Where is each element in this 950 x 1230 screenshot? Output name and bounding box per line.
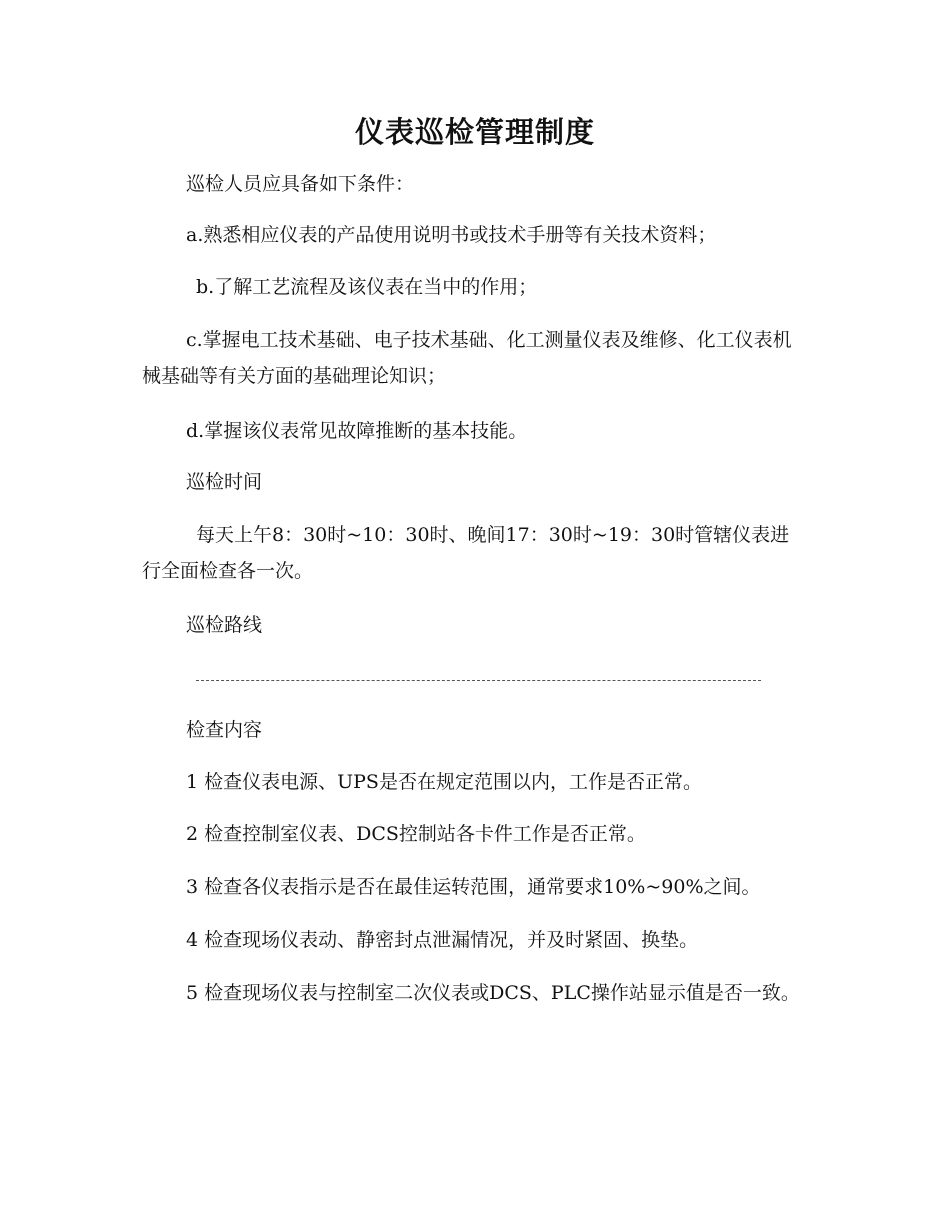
heading-inspection-route: 巡检路线	[186, 614, 263, 636]
paragraph-requirement-d: d.掌握该仪表常见故障推断的基本技能。	[186, 420, 528, 442]
inspection-item-3: 3 检查各仪表指示是否在最佳运转范围，通常要求10%~90%之间。	[186, 876, 761, 898]
paragraph-requirements-intro: 巡检人员应具备如下条件：	[186, 173, 415, 195]
paragraph-requirement-c: c.掌握电工技术基础、电子技术基础、化工测量仪表及维修、化工仪表机械基础等有关方面的基础理论知识；	[142, 329, 792, 387]
paragraph-inspection-time: 每天上午8：30时~10：30时、晚间17：30时~19：30时管辖仪表进行全面检查各一次。	[142, 524, 790, 582]
paragraph-requirement-b: b.了解工艺流程及该仪表在当中的作用；	[196, 276, 538, 298]
inspection-item-5: 5 检查现场仪表与控制室二次仪表或DCS、PLC操作站显示值是否一致。	[186, 982, 800, 1004]
inspection-item-4: 4 检查现场仪表动、静密封点泄漏情况，并及时紧固、换垫。	[186, 929, 699, 951]
inspection-item-2: 2 检查控制室仪表、DCS控制站各卡件工作是否正常。	[186, 823, 646, 845]
inspection-item-1: 1 检查仪表电源、UPS是否在规定范围以内，工作是否正常。	[186, 771, 702, 793]
heading-inspection-time: 巡检时间	[186, 471, 263, 493]
document-title: 仪表巡检管理制度	[354, 115, 595, 149]
heading-inspection-content: 检查内容	[186, 719, 263, 741]
paragraph-requirement-a: a.熟悉相应仪表的产品使用说明书或技术手册等有关技术资料；	[186, 224, 717, 246]
inspection-route-blank-line	[196, 680, 761, 681]
